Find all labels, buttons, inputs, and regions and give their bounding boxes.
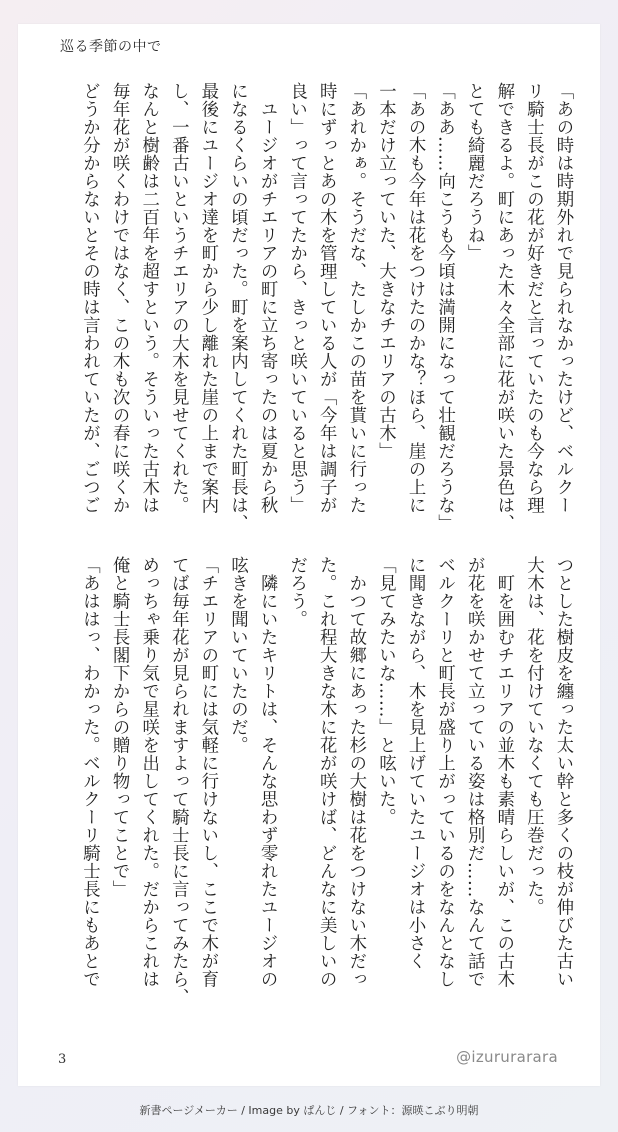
footer-credit: 新書ページメーカー / Image by ぱんじ / フォント：源暎こぶり明朝 bbox=[139, 1104, 479, 1117]
body-text-upper-block: 「あの時は時期外れで見られなかったけど、ベルクー リ騎士長がこの花が好きだと言っていたのも今なら理 解できるよ。町にあった木々全部に花が咲いた景色は、 とても綺麗だろうね」 「ああ……向こうも今頃は満開になって壮観だろうな」 「あの木も今年は花をつけたのかな？ほら、崖の上に 一本だけ立っていた、大きなチエリアの古木」 「あれかぁ。そうだな、たしかこの苗を貰いに行った 時にずっとあの木を管理している人が「今年は調子が 良い」って言ってたから、きっと咲いていると思う」 ユージオがチエリアの町に立ち寄ったのは夏から秋 になるくらいの頃だった。町を案内してくれた町長は、 最後にユージオ達を町から少し離れた崖の上まで案内 し、一番古いというチエリアの大木を見せてくれた。 なんと樹齢は二百年を超すという。そういった古木は 毎年花が咲くわけではなく、この木も次の春に咲くか どうか分からないとその時は言われていたが、ごつご bbox=[79, 82, 573, 532]
author-handle: @izururarara bbox=[456, 1048, 558, 1066]
page-number: 3 bbox=[58, 1052, 67, 1067]
book-page bbox=[18, 24, 600, 1086]
body-text-lower-block: つとした樹皮を纏った太い幹と多くの枝が伸びた古い 大木は、花を付けていなくても圧巻だった。 町を囲むチエリアの並木も素晴らしいが、この古木 が花を咲かせて立っている姿は格別だ……なんて話で ベルクーリと町長が盛り上がっているのをなんとなし に聞きながら、木を見上げていたユージオは小さく 「見てみたいな……」と呟いた。 かつて故郷にあった杉の大樹は花をつけない木だっ た。これ程大きな木に花が咲けば、どんなに美しいの だろう。 隣にいたキリトは、そんな思わず零れたユージオの 呟きを聞いていたのだ。 「チエリアの町には気軽に行けないし、ここで木が育 てば毎年花が見られますよって騎士長に言ってみたら、 めっちゃ乗り気で星咲を出してくれた。だからこれは 俺と騎士長閣下からの贈り物ってことで」 「あははっ、わかった。ベルクーリ騎士長にもあとで bbox=[79, 556, 573, 1006]
running-title: 巡る季節の中で bbox=[60, 39, 162, 55]
